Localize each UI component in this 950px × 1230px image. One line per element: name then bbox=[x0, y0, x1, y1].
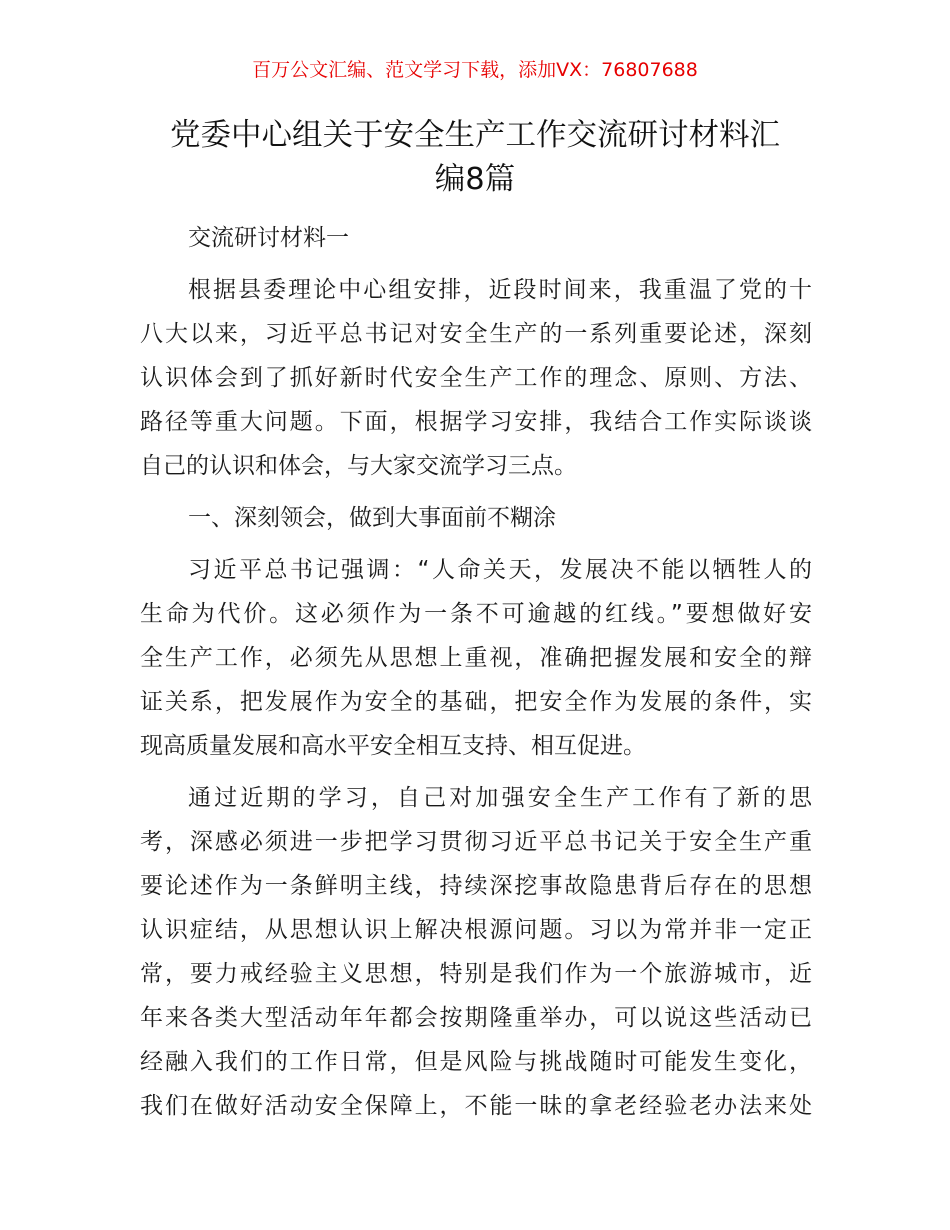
paragraph-line: 现高质量发展和高水平安全相互支持、相互促进。 bbox=[140, 733, 646, 759]
paragraph-line: 常，要力戒经验主义思想，特别是我们作为一个旅游城市，近 bbox=[140, 961, 812, 987]
subheading: 一、深刻领会，做到大事面前不糊涂 bbox=[188, 505, 556, 531]
paragraph-line: 年来各类大型活动年年都会按期隆重举办，可以说这些活动已 bbox=[140, 1005, 812, 1031]
paragraph-line: 经融入我们的工作日常，但是风险与挑战随时可能发生变化， bbox=[140, 1049, 812, 1075]
paragraph-line: 通过近期的学习，自己对加强安全生产工作有了新的思 bbox=[188, 785, 812, 811]
document-body bbox=[140, 216, 812, 1136]
paragraph-line: 认识体会到了抓好新时代安全生产工作的理念、原则、方法、 bbox=[140, 365, 812, 391]
paragraph-line: 考，深感必须进一步把学习贯彻习近平总书记关于安全生产重 bbox=[140, 829, 812, 855]
paragraph-line: 习近平总书记强调：“人命关天，发展决不能以牺牲人的 bbox=[188, 557, 812, 583]
paragraph-line: 我们在做好活动安全保障上，不能一昧的拿老经验老办法来处 bbox=[140, 1093, 812, 1119]
paragraph-line: 认识症结，从思想认识上解决根源问题。习以为常并非一定正 bbox=[140, 917, 812, 943]
paragraph-line: 生命为代价。这必须作为一条不可逾越的红线。”要想做好安 bbox=[140, 601, 812, 627]
title-line-1: 党委中心组关于安全生产工作交流研讨材料汇 bbox=[170, 118, 780, 153]
section-heading: 交流研讨材料一 bbox=[188, 225, 349, 251]
paragraph-2 bbox=[140, 548, 812, 768]
paragraph-line: 自己的认识和体会，与大家交流学习三点。 bbox=[140, 453, 577, 479]
paragraph-1 bbox=[140, 268, 812, 488]
paragraph-line: 要论述作为一条鲜明主线，持续深挖事故隐患背后存在的思想 bbox=[140, 873, 812, 899]
paragraph-line: 全生产工作，必须先从思想上重视，准确把握发展和安全的辩 bbox=[140, 645, 812, 671]
paragraph-line: 八大以来，习近平总书记对安全生产的一系列重要论述，深刻 bbox=[140, 321, 812, 347]
paragraph-3 bbox=[140, 776, 812, 1128]
title-line-2: 编8篇 bbox=[434, 162, 516, 197]
paragraph-line: 路径等重大问题。下面，根据学习安排，我结合工作实际谈谈 bbox=[140, 409, 812, 435]
watermark-banner: 百万公文汇编、范文学习下载，添加VX：76807688 bbox=[252, 59, 698, 81]
document-title bbox=[120, 114, 830, 202]
paragraph-line: 根据县委理论中心组安排，近段时间来，我重温了党的十 bbox=[188, 277, 812, 303]
paragraph-line: 证关系，把发展作为安全的基础，把安全作为发展的条件，实 bbox=[140, 689, 812, 715]
